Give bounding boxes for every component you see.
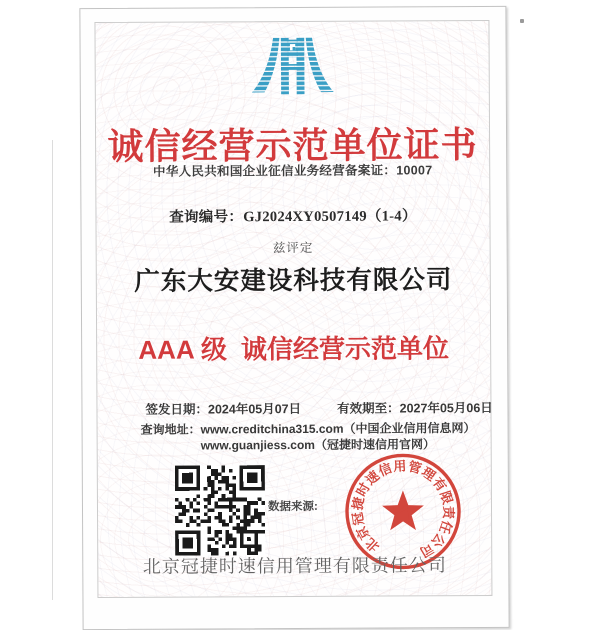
lookup-address-label: 查询地址： xyxy=(141,422,201,453)
registration-subtitle: 中华人民共和国企业征信业务经营备案证：10007 xyxy=(96,160,489,180)
expire-date-value: 2027年05月06日 xyxy=(400,401,493,415)
lookup-url-2: www.guanjiess.com（冠捷时速信用官网） xyxy=(201,437,476,454)
seal-ring-text: 北京冠捷时速信用管理有限责任公司 xyxy=(349,458,456,561)
seal-star-icon xyxy=(382,490,424,530)
qr-code-pattern xyxy=(175,465,265,555)
query-number-label: 查询编号： xyxy=(169,209,243,225)
issue-date-value: 2024年05月07日 xyxy=(208,402,301,416)
certificate-title: 诚信经营示范单位证书 xyxy=(96,117,489,170)
query-number-line xyxy=(96,204,489,227)
grade-level: AAA 级 xyxy=(138,334,227,364)
expire-date-item xyxy=(337,398,493,417)
logo-container xyxy=(95,27,488,103)
scan-speck xyxy=(520,19,524,23)
data-source-label: 数据来源: xyxy=(268,498,318,514)
validity-dates xyxy=(145,398,492,418)
awarded-company-name: 广东大安建设科技有限公司 xyxy=(97,260,490,298)
query-number-value: GJ2024XY0507149（1-4） xyxy=(243,208,417,225)
certificate-inner-panel xyxy=(94,20,492,598)
issue-date-label: 签发日期： xyxy=(145,402,208,416)
certificate-page xyxy=(79,6,509,630)
expire-date-label: 有效期至： xyxy=(337,401,400,415)
lookup-url-1: www.creditchina315.com（中国企业信用信息网） xyxy=(201,421,476,438)
qr-code xyxy=(175,465,265,555)
grade-title: 诚信经营示范单位 xyxy=(241,333,449,364)
issue-date-item xyxy=(145,399,301,418)
scan-sheet-edge xyxy=(52,140,53,600)
issuer-company-name: 北京冠捷时速信用管理有限责任公司 xyxy=(98,551,491,579)
grade-line xyxy=(97,328,490,367)
company-logo-icon xyxy=(243,28,341,103)
hereby-label: 兹评定 xyxy=(97,237,490,257)
